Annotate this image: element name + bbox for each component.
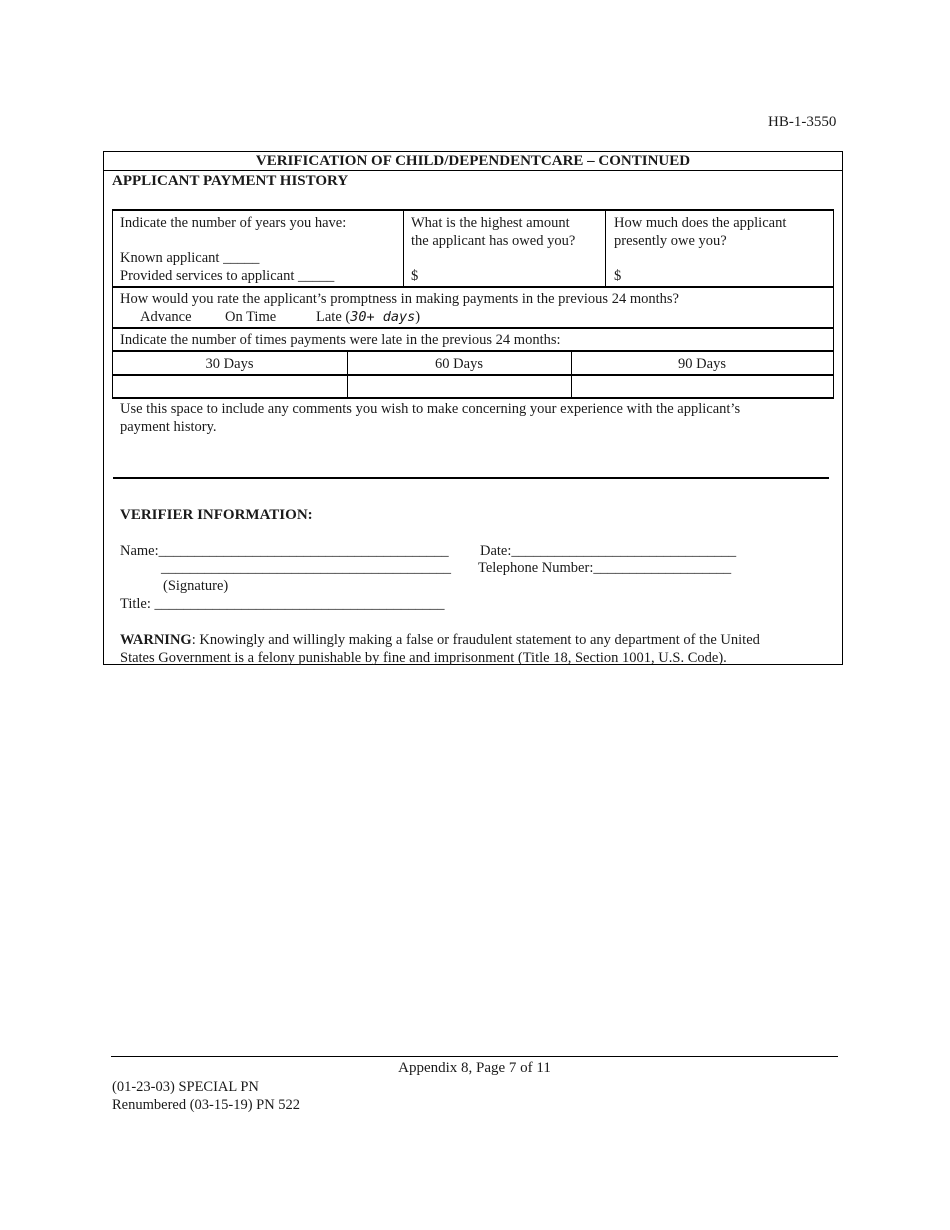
telephone-field[interactable]: Telephone Number:___________________ [478,560,732,576]
signature-caption: (Signature) [163,578,229,594]
late-60-field[interactable] [353,378,567,396]
late-90-field[interactable] [577,378,829,396]
comments-label-2: payment history. [120,419,217,435]
warning-line-1 [120,631,760,649]
title-field[interactable]: Title: ________________________________________ [120,596,445,612]
comments-label-1: Use this space to include any comments you wish to make concerning your experience with the applicant’s [120,401,741,417]
comments-field[interactable] [113,438,828,476]
footer-date-line: (01-23-03) SPECIAL PN [112,1079,259,1095]
col-90-days: 90 Days [678,356,726,372]
option-advance[interactable]: Advance [140,309,192,325]
highest-owed-field[interactable]: $ [411,268,419,284]
footer-renumbered-line: Renumbered (03-15-19) PN 522 [112,1097,301,1113]
warning-line-2: States Government is a felony punishable by fine and imprisonment (Title 18, Section 1001, U.S. Code). [120,650,727,666]
date-field[interactable]: Date:_______________________________ [480,543,737,559]
known-applicant-field[interactable]: Known applicant _____ [120,250,260,266]
presently-owe-label-1: How much does the applicant [614,215,787,231]
presently-owe-label-2: presently owe you? [614,233,727,249]
option-late-days: 30+ days [350,309,416,325]
col-60-days: 60 Days [435,356,483,372]
years-label: Indicate the number of years you have: [120,215,347,231]
option-late[interactable] [316,308,420,326]
presently-owe-field[interactable]: $ [614,268,622,284]
form-title: VERIFICATION OF CHILD/DEPENDENTCARE – CONTINUED [255,153,691,169]
col-30-days: 30 Days [205,356,254,372]
page-number: Appendix 8, Page 7 of 11 [398,1060,551,1076]
promptness-question: How would you rate the applicant’s promptness in making payments in the previous 24 months? [120,291,679,307]
document-id: HB-1-3550 [768,114,837,130]
highest-owed-label-2: the applicant has owed you? [411,233,576,249]
highest-owed-label-1: What is the highest amount [411,215,570,231]
signature-line[interactable]: ________________________________________ [161,560,451,576]
late-times-label: Indicate the number of times payments were late in the previous 24 months: [120,332,561,348]
provided-services-field[interactable]: Provided services to applicant _____ [120,268,335,284]
name-field[interactable]: Name:________________________________________ [120,543,449,559]
option-late-prefix: Late ( [316,309,351,325]
verifier-heading: VERIFIER INFORMATION: [120,507,313,523]
option-late-suffix: ) [415,309,421,325]
late-30-field[interactable] [118,378,343,396]
option-on-time[interactable]: On Time [225,309,277,325]
warning-text-1: : Knowingly and willingly making a false or fraudulent statement to any department of the United [191,632,760,648]
warning-label: WARNING [120,632,192,648]
section-title: APPLICANT PAYMENT HISTORY [112,173,349,189]
